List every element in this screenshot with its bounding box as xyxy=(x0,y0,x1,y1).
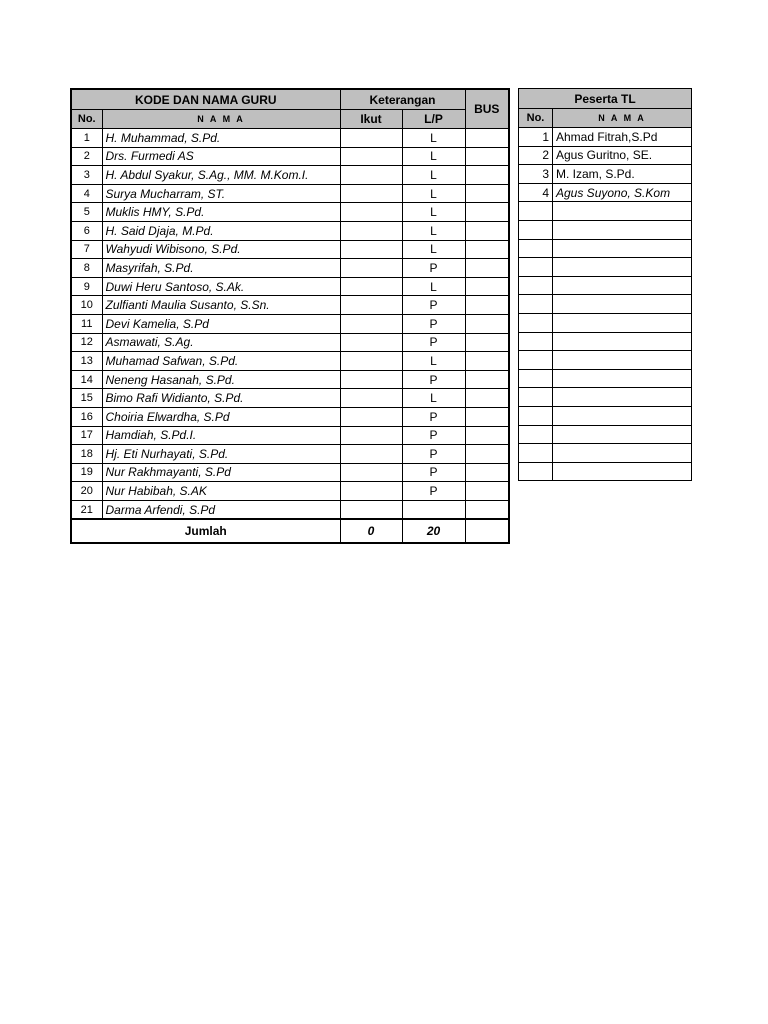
side-row-nama xyxy=(553,276,692,295)
row-lp xyxy=(402,500,465,519)
side-row-no xyxy=(519,444,553,463)
side-row-nama: Agus Guritno, SE. xyxy=(553,146,692,165)
list-item xyxy=(519,462,692,481)
row-bus xyxy=(465,370,509,389)
row-no: 21 xyxy=(71,500,102,519)
row-lp: P xyxy=(402,407,465,426)
side-row-nama xyxy=(553,202,692,221)
row-lp: P xyxy=(402,333,465,352)
row-no: 20 xyxy=(71,482,102,501)
list-item xyxy=(519,183,692,202)
row-bus xyxy=(465,129,509,148)
row-bus xyxy=(465,463,509,482)
row-nama: Hj. Eti Nurhayati, S.Pd. xyxy=(102,445,340,464)
row-ikut xyxy=(340,259,402,278)
list-item xyxy=(519,128,692,147)
nama-header: N A M A xyxy=(102,110,340,129)
side-row-no xyxy=(519,239,553,258)
row-bus xyxy=(465,389,509,408)
side-row-nama xyxy=(553,462,692,481)
row-lp: L xyxy=(402,147,465,166)
list-item xyxy=(519,369,692,388)
side-row-no: 1 xyxy=(519,128,553,147)
row-nama: Nur Rakhmayanti, S.Pd xyxy=(102,463,340,482)
row-nama: Surya Mucharram, ST. xyxy=(102,184,340,203)
side-row-nama xyxy=(553,258,692,277)
side-row-nama xyxy=(553,388,692,407)
row-bus xyxy=(465,184,509,203)
list-item xyxy=(519,220,692,239)
row-bus xyxy=(465,407,509,426)
jumlah-lp: 20 xyxy=(402,519,465,543)
row-nama: H. Muhammad, S.Pd. xyxy=(102,129,340,148)
side-row-nama xyxy=(553,425,692,444)
side-row-nama xyxy=(553,239,692,258)
row-ikut xyxy=(340,166,402,185)
list-item xyxy=(519,351,692,370)
row-bus xyxy=(465,147,509,166)
table-row xyxy=(71,221,509,240)
table-row xyxy=(71,296,509,315)
keterangan-header: Keterangan xyxy=(340,89,465,110)
side-row-no: 3 xyxy=(519,165,553,184)
row-lp: L xyxy=(402,166,465,185)
row-bus xyxy=(465,445,509,464)
row-no: 5 xyxy=(71,203,102,222)
row-no: 15 xyxy=(71,389,102,408)
list-item xyxy=(519,202,692,221)
side-row-nama xyxy=(553,220,692,239)
side-row-no xyxy=(519,313,553,332)
row-no: 8 xyxy=(71,259,102,278)
row-no: 12 xyxy=(71,333,102,352)
jumlah-ikut: 0 xyxy=(340,519,402,543)
row-ikut xyxy=(340,147,402,166)
table-row xyxy=(71,389,509,408)
row-no: 2 xyxy=(71,147,102,166)
row-ikut xyxy=(340,203,402,222)
list-item xyxy=(519,425,692,444)
row-ikut xyxy=(340,240,402,259)
row-bus xyxy=(465,296,509,315)
row-lp: L xyxy=(402,129,465,148)
row-ikut xyxy=(340,445,402,464)
table-row xyxy=(71,463,509,482)
row-nama: Zulfianti Maulia Susanto, S.Sn. xyxy=(102,296,340,315)
row-lp: P xyxy=(402,314,465,333)
row-lp: L xyxy=(402,240,465,259)
row-nama: Drs. Furmedi AS xyxy=(102,147,340,166)
list-item xyxy=(519,146,692,165)
lp-header: L/P xyxy=(402,110,465,129)
row-lp: P xyxy=(402,370,465,389)
row-ikut xyxy=(340,296,402,315)
list-item xyxy=(519,239,692,258)
row-ikut xyxy=(340,221,402,240)
row-no: 17 xyxy=(71,426,102,445)
side-row-nama xyxy=(553,406,692,425)
peserta-tl-table xyxy=(518,88,692,481)
row-nama: H. Abdul Syakur, S.Ag., MM. M.Kom.I. xyxy=(102,166,340,185)
side-row-no xyxy=(519,406,553,425)
side-row-nama xyxy=(553,313,692,332)
side-row-no xyxy=(519,332,553,351)
row-nama: Darma Arfendi, S.Pd xyxy=(102,500,340,519)
row-lp: P xyxy=(402,296,465,315)
table-row xyxy=(71,352,509,371)
side-row-no: 2 xyxy=(519,146,553,165)
row-bus xyxy=(465,221,509,240)
row-nama: Nur Habibah, S.AK xyxy=(102,482,340,501)
row-nama: Duwi Heru Santoso, S.Ak. xyxy=(102,277,340,296)
side-row-nama xyxy=(553,332,692,351)
row-nama: Neneng Hasanah, S.Pd. xyxy=(102,370,340,389)
list-item xyxy=(519,258,692,277)
teacher-table xyxy=(70,88,510,544)
side-row-no xyxy=(519,220,553,239)
table-row xyxy=(71,500,509,519)
row-lp: P xyxy=(402,259,465,278)
row-lp: L xyxy=(402,221,465,240)
side-row-no xyxy=(519,258,553,277)
row-lp: L xyxy=(402,203,465,222)
side-row-no xyxy=(519,295,553,314)
side-row-no xyxy=(519,351,553,370)
row-lp: P xyxy=(402,482,465,501)
list-item xyxy=(519,276,692,295)
row-no: 1 xyxy=(71,129,102,148)
side-row-nama xyxy=(553,444,692,463)
list-item xyxy=(519,332,692,351)
row-ikut xyxy=(340,407,402,426)
row-ikut xyxy=(340,389,402,408)
row-ikut xyxy=(340,352,402,371)
side-row-nama: Ahmad Fitrah,S.Pd xyxy=(553,128,692,147)
table-row xyxy=(71,277,509,296)
row-bus xyxy=(465,166,509,185)
table-row xyxy=(71,445,509,464)
row-nama: Choiria Elwardha, S.Pd xyxy=(102,407,340,426)
row-lp: P xyxy=(402,426,465,445)
table-row xyxy=(71,184,509,203)
list-item xyxy=(519,295,692,314)
ikut-header: Ikut xyxy=(340,110,402,129)
side-row-nama: Agus Suyono, S.Kom xyxy=(553,183,692,202)
jumlah-label: Jumlah xyxy=(71,519,340,543)
table-row xyxy=(71,129,509,148)
row-lp: L xyxy=(402,389,465,408)
row-no: 19 xyxy=(71,463,102,482)
row-nama: Muhamad Safwan, S.Pd. xyxy=(102,352,340,371)
table-row xyxy=(71,203,509,222)
row-lp: P xyxy=(402,463,465,482)
row-bus xyxy=(465,352,509,371)
row-no: 18 xyxy=(71,445,102,464)
row-bus xyxy=(465,482,509,501)
table-row xyxy=(71,407,509,426)
row-lp: L xyxy=(402,184,465,203)
row-ikut xyxy=(340,370,402,389)
row-bus xyxy=(465,500,509,519)
side-row-no xyxy=(519,462,553,481)
row-nama: Muklis HMY, S.Pd. xyxy=(102,203,340,222)
row-bus xyxy=(465,333,509,352)
row-bus xyxy=(465,314,509,333)
side-row-no: 4 xyxy=(519,183,553,202)
row-no: 13 xyxy=(71,352,102,371)
row-no: 3 xyxy=(71,166,102,185)
jumlah-row xyxy=(71,519,509,543)
row-no: 6 xyxy=(71,221,102,240)
side-row-no xyxy=(519,276,553,295)
table-row xyxy=(71,259,509,278)
side-nama-header: N A M A xyxy=(553,109,692,128)
table-row xyxy=(71,147,509,166)
row-bus xyxy=(465,277,509,296)
side-row-nama xyxy=(553,295,692,314)
row-nama: H. Said Djaja, M.Pd. xyxy=(102,221,340,240)
table-row xyxy=(71,240,509,259)
row-ikut xyxy=(340,500,402,519)
row-no: 7 xyxy=(71,240,102,259)
row-no: 11 xyxy=(71,314,102,333)
row-bus xyxy=(465,203,509,222)
row-no: 16 xyxy=(71,407,102,426)
list-item xyxy=(519,313,692,332)
table-row xyxy=(71,166,509,185)
row-ikut xyxy=(340,129,402,148)
row-ikut xyxy=(340,314,402,333)
side-no-header: No. xyxy=(519,109,553,128)
row-lp: L xyxy=(402,277,465,296)
row-nama: Wahyudi Wibisono, S.Pd. xyxy=(102,240,340,259)
side-row-no xyxy=(519,202,553,221)
bus-header: BUS xyxy=(465,89,509,129)
row-nama: Devi Kamelia, S.Pd xyxy=(102,314,340,333)
side-row-no xyxy=(519,425,553,444)
row-nama: Bimo Rafi Widianto, S.Pd. xyxy=(102,389,340,408)
row-no: 14 xyxy=(71,370,102,389)
side-row-nama: M. Izam, S.Pd. xyxy=(553,165,692,184)
row-bus xyxy=(465,259,509,278)
row-bus xyxy=(465,426,509,445)
table-title: KODE DAN NAMA GURU xyxy=(71,89,340,110)
side-row-no xyxy=(519,369,553,388)
peserta-tl-title: Peserta TL xyxy=(519,89,692,109)
list-item xyxy=(519,444,692,463)
list-item xyxy=(519,388,692,407)
row-bus xyxy=(465,240,509,259)
row-no: 9 xyxy=(71,277,102,296)
list-item xyxy=(519,165,692,184)
row-nama: Asmawati, S.Ag. xyxy=(102,333,340,352)
table-row xyxy=(71,314,509,333)
side-row-nama xyxy=(553,351,692,370)
row-ikut xyxy=(340,463,402,482)
row-no: 10 xyxy=(71,296,102,315)
table-row xyxy=(71,370,509,389)
row-lp: P xyxy=(402,445,465,464)
row-ikut xyxy=(340,184,402,203)
row-ikut xyxy=(340,426,402,445)
row-ikut xyxy=(340,482,402,501)
row-lp: L xyxy=(402,352,465,371)
row-ikut xyxy=(340,333,402,352)
side-row-no xyxy=(519,388,553,407)
table-row xyxy=(71,482,509,501)
row-no: 4 xyxy=(71,184,102,203)
jumlah-bus xyxy=(465,519,509,543)
row-nama: Masyrifah, S.Pd. xyxy=(102,259,340,278)
table-row xyxy=(71,426,509,445)
no-header: No. xyxy=(71,110,102,129)
table-row xyxy=(71,333,509,352)
row-nama: Hamdiah, S.Pd.I. xyxy=(102,426,340,445)
row-ikut xyxy=(340,277,402,296)
side-row-nama xyxy=(553,369,692,388)
list-item xyxy=(519,406,692,425)
